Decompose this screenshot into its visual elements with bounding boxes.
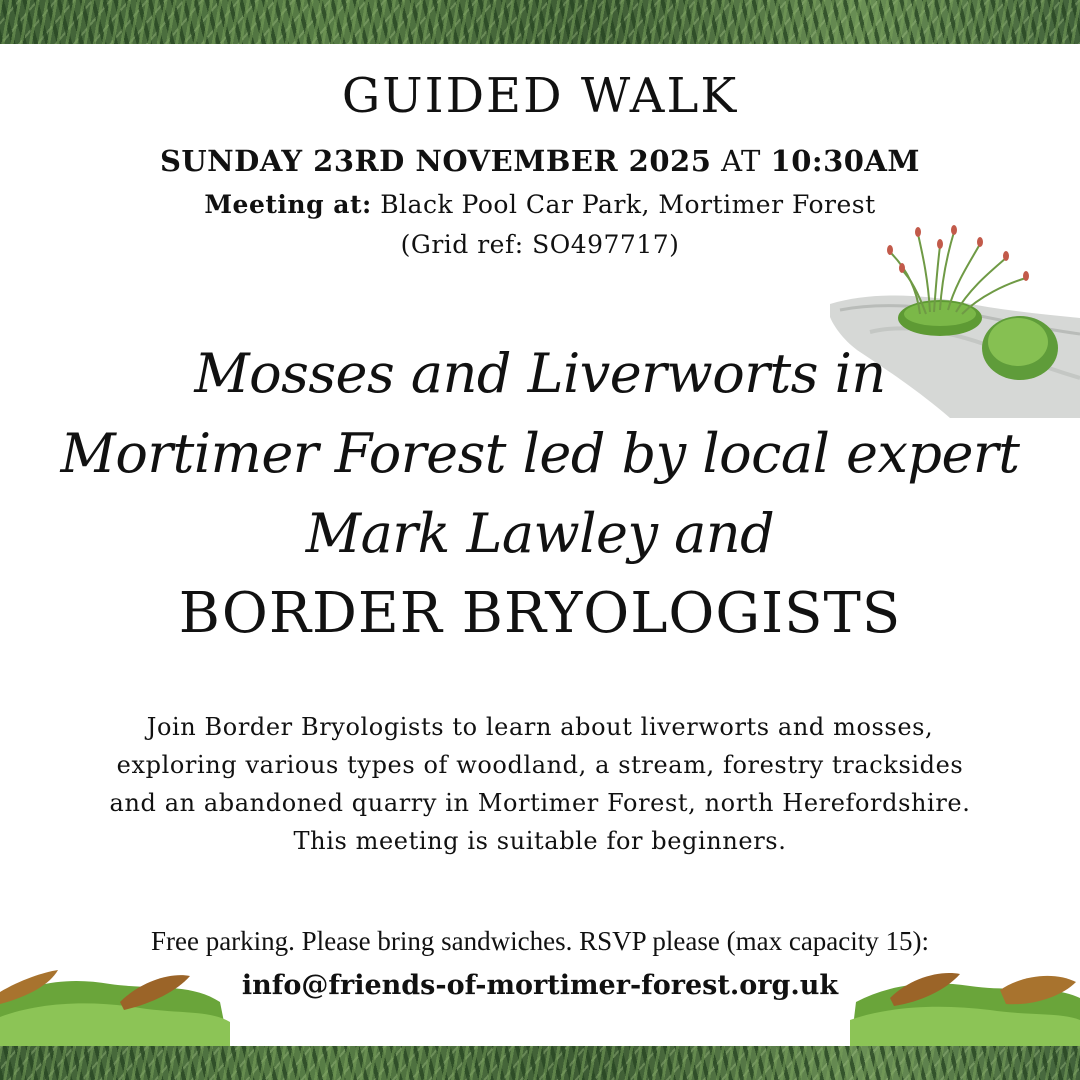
- forest-banner-top: [0, 0, 1080, 44]
- parking-info: Free parking. Please bring sandwiches. RSVP please (max capacity 15):: [150, 926, 930, 956]
- headline-line-3: Mark Lawley and: [305, 502, 775, 565]
- headline-line-4: BORDER BRYOLOGISTS: [178, 581, 902, 646]
- grid-reference: (Grid ref: SO497717): [400, 230, 680, 259]
- page-title: GUIDED WALK: [341, 68, 739, 124]
- event-at: AT: [721, 144, 761, 178]
- headline-line-2: Mortimer Forest led by local expert: [60, 422, 1020, 485]
- description-line-4: This meeting is suitable for beginners.: [293, 827, 787, 855]
- meeting-label: Meeting at:: [204, 190, 372, 219]
- forest-banner-bottom: [0, 1046, 1080, 1080]
- event-date-line: [0, 140, 1080, 182]
- event-date: SUNDAY 23RD NOVEMBER 2025: [159, 144, 712, 178]
- event-time: 10:30AM: [770, 144, 921, 178]
- description-line-1: Join Border Bryologists to learn about liverworts and mosses,: [146, 713, 934, 741]
- description-line-2: exploring various types of woodland, a stream, forestry tracksides: [116, 751, 964, 779]
- description: [0, 708, 1080, 860]
- headline-line-1: Mosses and Liverworts in: [194, 342, 886, 405]
- description-line-3: and an abandoned quarry in Mortimer Forest, north Herefordshire.: [109, 789, 971, 817]
- meeting-location: Black Pool Car Park, Mortimer Forest: [380, 190, 876, 219]
- meeting-line: [0, 186, 1080, 224]
- contact-email[interactable]: info@friends-of-mortimer-forest.org.uk: [241, 970, 839, 1001]
- headline: [0, 334, 1080, 654]
